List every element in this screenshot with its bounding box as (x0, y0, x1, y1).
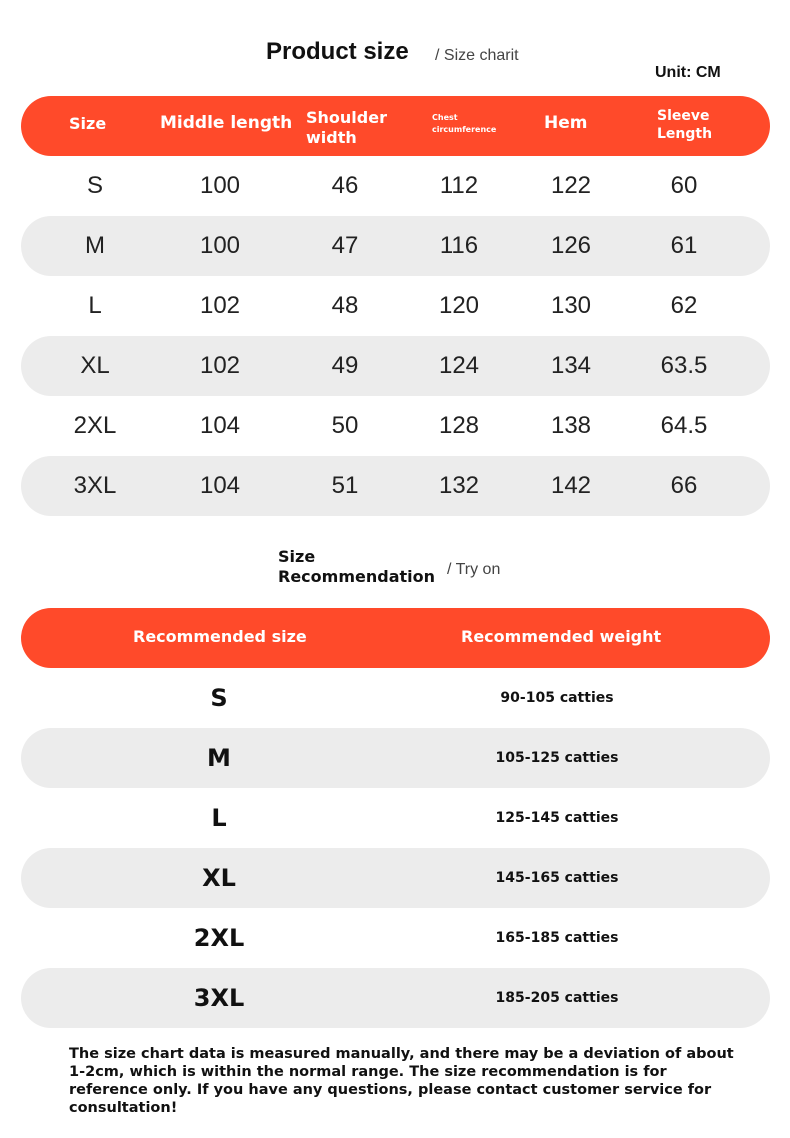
table-row (21, 848, 770, 908)
cell-shoulder: 51 (331, 472, 359, 499)
cell-size: L (88, 292, 102, 319)
recommendation-subtitle: / Try on (447, 561, 501, 578)
cell-sleeve: 64.5 (660, 412, 708, 439)
cell-sleeve: 63.5 (660, 352, 708, 379)
cell-chest: 112 (439, 172, 479, 199)
table-row (21, 276, 770, 336)
rec-weight: 125-145 catties (495, 810, 619, 826)
page-title: Product size (266, 38, 409, 65)
header-recommended-size: Recommended size (133, 627, 307, 646)
header-hem: Hem (544, 113, 588, 133)
cell-shoulder: 50 (331, 412, 359, 439)
table-row (21, 336, 770, 396)
cell-middle-length: 100 (199, 232, 241, 259)
rec-weight: 185-205 catties (495, 990, 619, 1006)
table-row (21, 456, 770, 516)
rec-size: L (211, 804, 227, 832)
cell-size: XL (80, 352, 110, 379)
cell-middle-length: 100 (199, 172, 241, 199)
rec-size: 3XL (193, 984, 245, 1012)
cell-sleeve: 61 (670, 232, 698, 259)
header-shoulder-width-line1: Shoulder (306, 108, 387, 127)
cell-shoulder: 48 (331, 292, 359, 319)
table-row (21, 156, 770, 216)
header-sleeve-line1: Sleeve (657, 108, 710, 124)
cell-chest: 132 (438, 472, 480, 499)
table-row (21, 668, 770, 728)
cell-chest: 128 (438, 412, 480, 439)
table-row (21, 788, 770, 848)
rec-size: S (210, 684, 228, 712)
cell-sleeve: 66 (670, 472, 698, 499)
size-table-header (21, 96, 770, 156)
cell-size: 3XL (73, 472, 117, 499)
cell-shoulder: 49 (331, 352, 359, 379)
cell-size: M (85, 232, 105, 259)
page-subtitle: / Size charit (435, 47, 519, 64)
cell-middle-length: 102 (199, 292, 241, 319)
cell-hem: 142 (550, 472, 592, 499)
table-row (21, 968, 770, 1028)
cell-hem: 126 (550, 232, 592, 259)
cell-chest: 116 (439, 232, 479, 259)
header-recommended-weight: Recommended weight (461, 627, 662, 646)
cell-shoulder: 47 (331, 232, 359, 259)
cell-sleeve: 60 (670, 172, 698, 199)
cell-size: 2XL (73, 412, 117, 439)
header-sleeve-line2: Length (657, 126, 713, 142)
table-row (21, 216, 770, 276)
unit-label: Unit: CM (655, 64, 721, 81)
header-chest-line2: circumference (432, 125, 497, 134)
rec-size: XL (202, 864, 236, 892)
footnote: The size chart data is measured manually, and there may be a deviation of about 1-2cm, which is within the normal range. The size recommendation is for reference only. If you have any questions, please contact customer service for consultation! (69, 1046, 734, 1116)
cell-hem: 134 (550, 352, 592, 379)
cell-sleeve: 62 (670, 292, 698, 319)
table-row (21, 396, 770, 456)
rec-weight: 105-125 catties (495, 750, 619, 766)
cell-middle-length: 104 (199, 412, 241, 439)
rec-weight: 145-165 catties (495, 870, 619, 886)
header-shoulder-width-line2: width (306, 128, 357, 147)
cell-hem: 138 (550, 412, 592, 439)
rec-size: M (207, 744, 231, 772)
recommendation-table-header (21, 608, 770, 668)
recommendation-title-line1: Size (278, 547, 316, 566)
rec-size: 2XL (193, 924, 245, 952)
cell-hem: 122 (550, 172, 592, 199)
rec-weight: 165-185 catties (495, 930, 619, 946)
rec-weight: 90-105 catties (500, 690, 614, 706)
table-row (21, 728, 770, 788)
cell-chest: 124 (438, 352, 480, 379)
recommendation-title (278, 547, 435, 587)
cell-middle-length: 102 (199, 352, 241, 379)
header-chest-line1: Chest (432, 113, 458, 122)
cell-chest: 120 (438, 292, 480, 319)
cell-shoulder: 46 (331, 172, 359, 199)
cell-middle-length: 104 (199, 472, 241, 499)
cell-hem: 130 (550, 292, 592, 319)
header-size: Size (69, 114, 107, 133)
header-middle-length: Middle length (160, 113, 293, 133)
cell-size: S (86, 172, 104, 199)
table-row (21, 908, 770, 968)
recommendation-title-line2: Recommendation (278, 567, 435, 586)
